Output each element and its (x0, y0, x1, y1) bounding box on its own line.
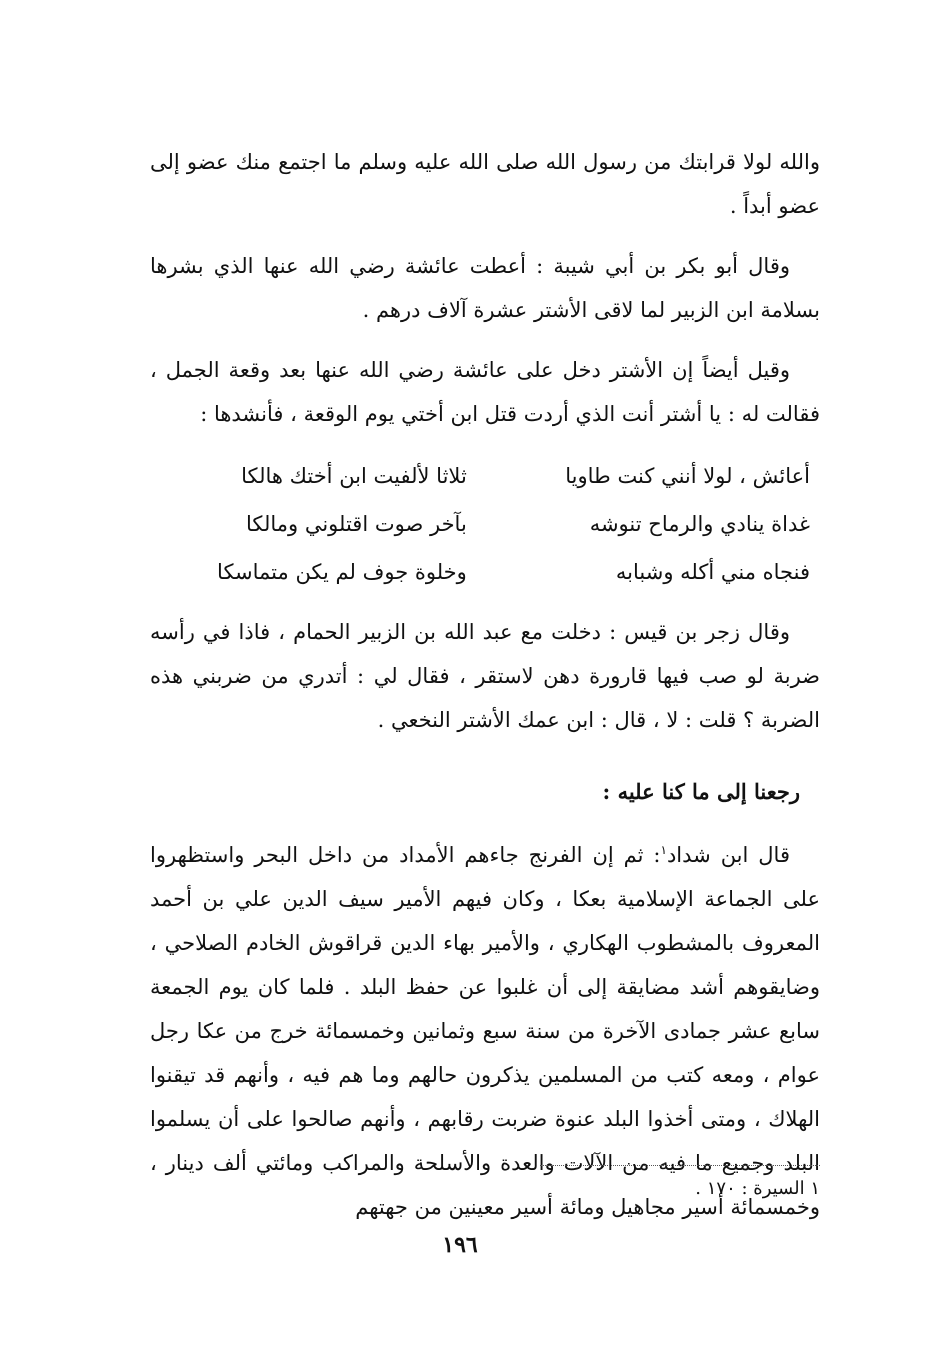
verse-1-first-hemistich: أعائش ، لولا أنني كنت طاويا (565, 464, 810, 488)
section-heading: رجعنا إلى ما كنا عليه : (602, 779, 800, 804)
footnote-marker: ١ (660, 843, 667, 857)
poem-verse-3 (150, 548, 820, 596)
verse-2-first-hemistich: غداة ينادي والرماح تنوشه (589, 512, 810, 536)
verse-3-second-hemistich: وخلوة جوف لم يكن متماسكا (217, 560, 467, 584)
poem (150, 452, 820, 596)
paragraph-3: وقيل أيضاً إن الأشتر دخل على عائشة رضي الله عنها بعد وقعة الجمل ، فقالت له : يا أشتر أنت الذي أردت قتل ابن أختي يوم الوقعة ، فأنشدها : (150, 358, 820, 426)
poem-verse-1 (150, 452, 820, 500)
footnote: ١ السيرة : ١٧٠ . (695, 1178, 820, 1199)
paragraph-5 (150, 828, 820, 1229)
paragraph-1: والله لولا قرابتك من رسول الله صلى الله عليه وسلم ما اجتمع منك عضو إلى عضو أبداً . (150, 150, 820, 218)
verse-2-second-hemistich: بآخر صوت اقتلوني ومالكا (245, 512, 467, 536)
paragraph-5-start: قال ابن شداد (666, 843, 790, 867)
page-number: ١٩٦ (442, 1232, 478, 1258)
verse-3-first-hemistich: فنجاه مني أكله وشبابه (615, 560, 810, 584)
footnote-divider (540, 1165, 820, 1166)
page-body (150, 140, 820, 1245)
paragraph-5-rest: : ثم إن الفرنج جاءهم الأمداد من داخل البحر واستظهروا على الجماعة الإسلامية بعكا ، وكان فيهم الأمير سيف الدين علي بن أحمد المعروف بالمشطوب الهكاري ، والأمير بهاء الدين قراقوش الخادم الصلاحي ، وضايقوهم أشد مضايقة إلى أن غلبوا عن حفظ البلد . فلما كان يوم الجمعة سابع عشر جمادى الآخرة من سنة سبع وثمانين وخمسمائة خرج من عكا رجل عوام ، ومعه كتب من المسلمين يذكرون حالهم وما هم فيه ، وأنهم قد تيقنوا الهلاك ، ومتى أخذوا البلد عنوة ضربت رقابهم ، وأنهم صالحوا على أن يسلموا البلد وجميع ما فيه من الآلات والعدة والأسلحة والمراكب ومائتي ألف دينار ، وخمسمائة أسير مجاهيل ومائة أسير معينين من جهتهم (150, 843, 820, 1219)
verse-1-second-hemistich: ثلاثا لألفيت ابن أختك هالكا (241, 464, 467, 488)
paragraph-4: وقال زجر بن قيس : دخلت مع عبد الله بن الزبير الحمام ، فاذا في رأسه ضربة لو صب فيها قارورة دهن لاستقر ، فقال لي : أتدري من ضربني هذه الضربة ؟ قلت : لا ، قال : ابن عمك الأشتر النخعي . (150, 620, 820, 732)
poem-verse-2 (150, 500, 820, 548)
paragraph-2: وقال أبو بكر بن أبي شيبة : أعطت عائشة رضي الله عنها الذي بشرها بسلامة ابن الزبير لما لاقى الأشتر عشرة آلاف درهم . (150, 254, 820, 322)
